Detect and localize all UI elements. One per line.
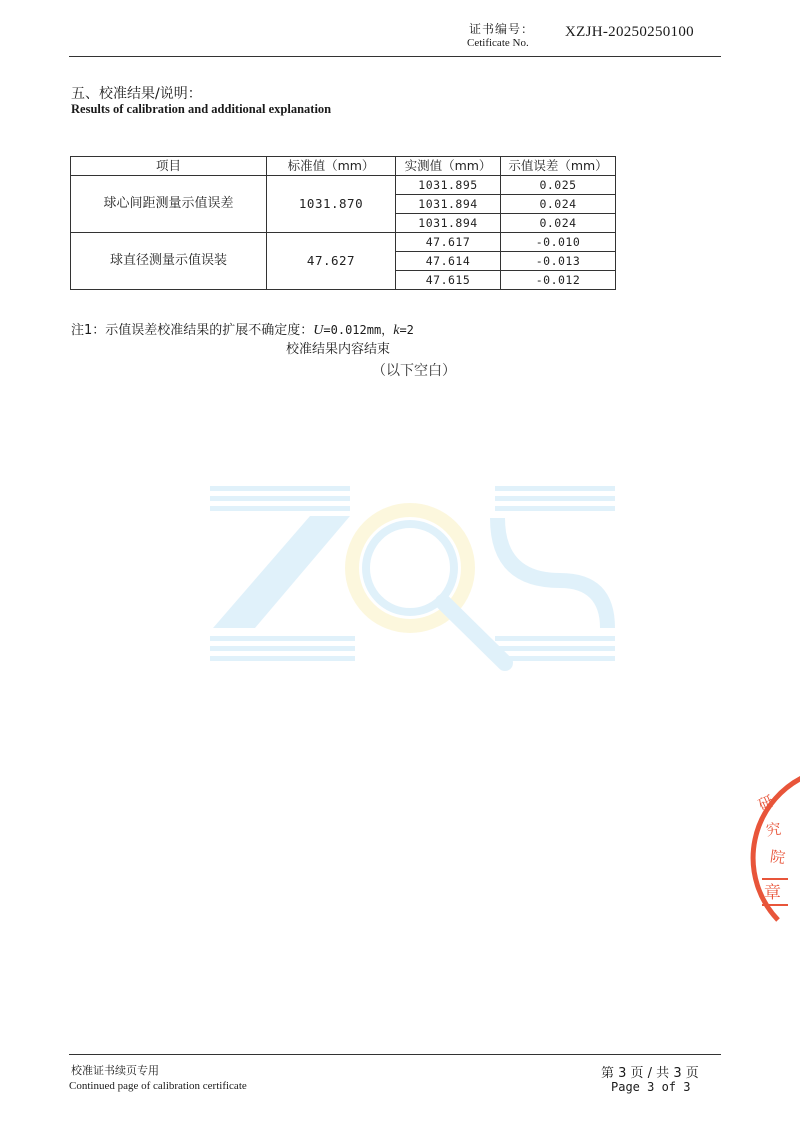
coverage-value: =2 bbox=[399, 323, 414, 337]
measured-value-cell: 47.617 bbox=[396, 233, 501, 252]
certificate-number-label-en: Cetificate No. bbox=[467, 37, 529, 49]
watermark-magnifier bbox=[352, 510, 505, 663]
blank-below-text: （以下空白） bbox=[372, 364, 456, 379]
coverage-symbol-k: k bbox=[393, 323, 400, 338]
standard-value-cell: 1031.870 bbox=[267, 176, 396, 233]
measured-value-cell: 1031.895 bbox=[396, 176, 501, 195]
seal-char: 研 bbox=[755, 791, 777, 815]
table-row bbox=[71, 233, 616, 252]
footer-label-cn: 校准证书续页专用 bbox=[71, 1064, 159, 1077]
item-cell: 球心间距测量示值误差 bbox=[71, 176, 267, 233]
watermark-letter-s bbox=[490, 486, 615, 661]
institute-seal-stamp bbox=[748, 770, 800, 930]
error-value-cell: -0.012 bbox=[501, 271, 616, 290]
uncertainty-note bbox=[71, 319, 414, 339]
certificate-number-label-cn: 证书编号： bbox=[469, 22, 535, 36]
uncertainty-value: =0.012mm， bbox=[323, 323, 394, 337]
error-value-cell: -0.010 bbox=[501, 233, 616, 252]
certificate-number-value: XZJH-20250250100 bbox=[565, 24, 694, 40]
error-value-cell: -0.013 bbox=[501, 252, 616, 271]
seal-char: 究 bbox=[764, 819, 783, 840]
seal-char: 章 bbox=[764, 883, 781, 903]
zqs-watermark-logo bbox=[205, 478, 625, 678]
item-cell: 球直径测量示值误装 bbox=[71, 233, 267, 290]
uncertainty-symbol-u: U bbox=[313, 323, 324, 338]
table-header-row bbox=[71, 157, 616, 176]
footer-label-en: Continued page of calibration certificate bbox=[69, 1080, 247, 1092]
header-item: 项目 bbox=[71, 157, 267, 176]
error-value-cell: 0.024 bbox=[501, 214, 616, 233]
table-row bbox=[71, 176, 616, 195]
page-number-en: Page 3 of 3 bbox=[611, 1080, 691, 1094]
watermark-letter-z bbox=[210, 486, 355, 661]
section-title-cn: 五、校准结果/说明： bbox=[71, 86, 202, 102]
error-value-cell: 0.024 bbox=[501, 195, 616, 214]
header-standard: 标准值（mm） bbox=[267, 157, 396, 176]
measured-value-cell: 1031.894 bbox=[396, 214, 501, 233]
results-table bbox=[70, 156, 616, 290]
results-end-text: 校准结果内容结束 bbox=[286, 342, 391, 357]
uncertainty-note-prefix: 注1：示值误差校准结果的扩展不确定度： bbox=[71, 323, 314, 338]
header-error: 示值误差（mm） bbox=[501, 157, 616, 176]
measured-value-cell: 1031.894 bbox=[396, 195, 501, 214]
section-title-en: Results of calibration and additional explanation bbox=[71, 102, 332, 116]
footer-divider bbox=[69, 1054, 721, 1055]
measured-value-cell: 47.614 bbox=[396, 252, 501, 271]
seal-char: 院 bbox=[768, 847, 787, 868]
measured-value-cell: 47.615 bbox=[396, 271, 501, 290]
header-divider bbox=[69, 56, 721, 57]
page-number-cn: 第 3 页 / 共 3 页 bbox=[601, 1066, 699, 1081]
standard-value-cell: 47.627 bbox=[267, 233, 396, 290]
header-measured: 实测值（mm） bbox=[396, 157, 501, 176]
error-value-cell: 0.025 bbox=[501, 176, 616, 195]
